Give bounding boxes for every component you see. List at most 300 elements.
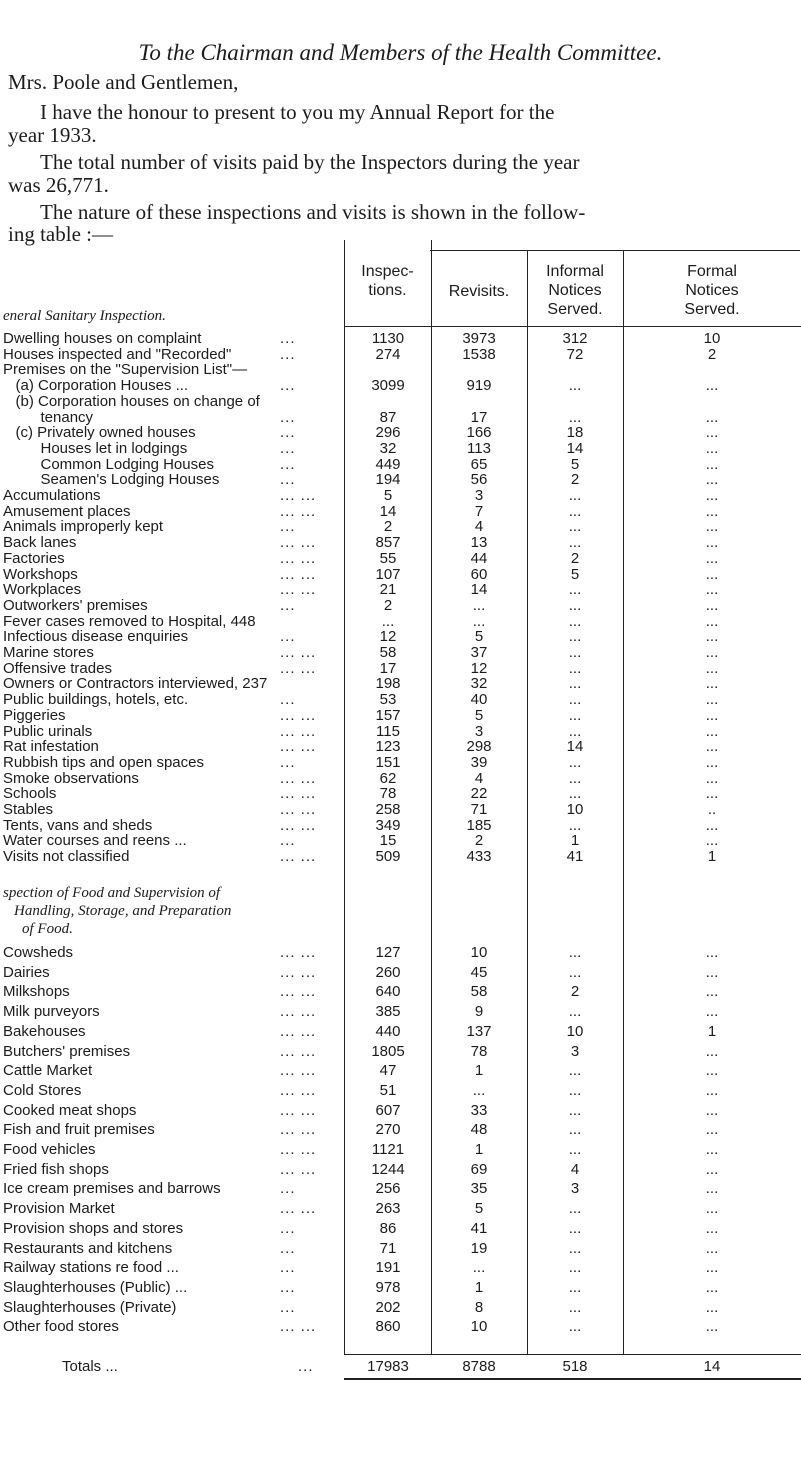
table-cell: 1	[570, 832, 580, 850]
table-cell: ...	[568, 644, 582, 661]
table-cell: 4	[570, 1160, 580, 1178]
table-cell: 4	[474, 518, 484, 536]
row-leader: ...	[280, 628, 296, 646]
table-cell: 1	[474, 1278, 484, 1296]
row-leader: ... ...	[280, 1062, 317, 1080]
row-leader: ... ...	[280, 944, 317, 961]
row-leader: ...	[280, 753, 296, 771]
table-cell: ...	[705, 424, 719, 442]
table-cell: ...	[568, 691, 582, 709]
row-leader: ...	[280, 408, 296, 426]
header-rule	[527, 326, 623, 327]
row-label: Bakehouses	[3, 1022, 86, 1040]
row-label: Accumulations	[3, 487, 101, 504]
table-cell: ...	[568, 487, 582, 504]
table-cell: ...	[705, 549, 719, 567]
row-label: Water courses and reens ...	[3, 832, 187, 850]
row-leader: ... ...	[280, 963, 317, 981]
table-cell: 13	[470, 534, 488, 552]
table-cell: 14	[470, 581, 488, 599]
col-head-line: Informal	[546, 263, 604, 280]
row-leader: ...	[280, 471, 296, 489]
column-divider	[623, 250, 624, 1355]
table-cell: 127	[375, 944, 401, 961]
row-label: Workshops	[3, 565, 78, 583]
table-cell: ...	[705, 502, 719, 520]
paragraph-3-line-1: The nature of these inspections and visits is shown in the follow-	[40, 200, 586, 224]
table-cell: ...	[705, 487, 719, 504]
row-label: Slaughterhouses (Private)	[3, 1298, 177, 1316]
row-leader: ... ...	[280, 801, 317, 818]
table-cell: 5	[474, 1200, 484, 1218]
table-cell: 19	[470, 1239, 488, 1257]
header-top-rule	[430, 250, 800, 251]
table-cell: 3099	[371, 377, 405, 395]
row-label: Cowsheds	[3, 944, 74, 961]
row-label: Provision Market	[3, 1200, 115, 1218]
row-leader: ...	[280, 518, 296, 536]
table-cell: 296	[375, 424, 401, 442]
row-label: Outworkers' premises	[3, 596, 148, 614]
table-cell: 449	[375, 455, 401, 473]
table-cell: 35	[470, 1180, 488, 1198]
row-label: Restaurants and kitchens	[3, 1239, 173, 1257]
table-cell: 39	[470, 753, 488, 771]
row-leader: ... ...	[280, 502, 317, 520]
table-cell: 274	[375, 345, 401, 363]
table-cell: ..	[707, 801, 717, 818]
table-cell: ...	[568, 816, 582, 834]
table-cell: 978	[375, 1278, 401, 1296]
row-label: Amusement places	[3, 502, 131, 520]
row-leader: ... ...	[280, 1141, 317, 1158]
row-label: Food vehicles	[3, 1141, 96, 1158]
row-label: Smoke observations	[3, 769, 139, 787]
table-cell: 258	[375, 801, 401, 818]
col-head-revisits	[431, 282, 527, 301]
table-cell: 14	[566, 439, 584, 457]
row-label: Workplaces	[3, 581, 82, 599]
table-cell: 53	[379, 691, 397, 709]
table-cell: ...	[705, 612, 719, 630]
table-cell: 10	[470, 944, 488, 961]
table-cell: ...	[472, 1081, 486, 1099]
table-cell: ...	[568, 675, 582, 693]
col-head-line: Served.	[547, 301, 603, 318]
row-leader: ...	[280, 1180, 296, 1198]
row-label: Seamen's Lodging Houses	[3, 471, 220, 489]
table-cell: ...	[568, 612, 582, 630]
row-leader: ...	[280, 1278, 296, 1296]
section-2-title-line-1: spection of Food and Supervision of	[3, 885, 221, 901]
table-cell: 2	[570, 549, 580, 567]
row-label: Slaughterhouses (Public) ...	[3, 1278, 188, 1296]
col-head-informal-notices	[527, 262, 623, 319]
row-label: Infectious disease enquiries	[3, 628, 189, 646]
table-cell: ...	[705, 408, 719, 426]
row-leader: ...	[280, 596, 296, 614]
table-cell: 40	[470, 691, 488, 709]
table-cell: ...	[705, 628, 719, 646]
column-divider	[344, 240, 345, 1355]
table-cell: 860	[375, 1318, 401, 1336]
section-1-title: eneral Sanitary Inspection.	[3, 308, 166, 324]
table-cell: ...	[705, 816, 719, 834]
table-cell: 58	[470, 983, 488, 1001]
paragraph-2-line-1: The total number of visits paid by the Inspectors during the year	[40, 150, 580, 174]
row-label: Marine stores	[3, 644, 94, 661]
row-leader: ... ...	[280, 1160, 317, 1178]
row-leader: ... ...	[280, 706, 317, 724]
row-leader: ... ...	[280, 1042, 317, 1060]
row-leader: ... ...	[280, 549, 317, 567]
row-leader: ... ...	[280, 644, 317, 661]
table-cell: 56	[470, 471, 488, 489]
table-cell: ...	[705, 753, 719, 771]
row-leader: ... ...	[280, 581, 317, 599]
row-label: Common Lodging Houses	[3, 455, 214, 473]
row-leader: ...	[280, 832, 296, 850]
table-cell: 2	[707, 345, 717, 363]
table-cell: 14	[566, 738, 584, 756]
totals-formal: 14	[703, 1358, 721, 1375]
section-2-title-line-2: Handling, Storage, and Preparation	[14, 903, 232, 919]
table-cell: 41	[566, 848, 584, 866]
table-cell: ...	[705, 596, 719, 614]
table-cell: 10	[566, 1022, 584, 1040]
table-cell: 18	[566, 424, 584, 442]
row-leader: ... ...	[280, 1318, 317, 1336]
row-leader: ... ...	[280, 1200, 317, 1218]
table-cell: 607	[375, 1101, 401, 1119]
table-cell: 107	[375, 565, 401, 583]
table-cell: ...	[705, 534, 719, 552]
row-label: Houses let in lodgings	[3, 439, 188, 457]
row-leader: ... ...	[280, 722, 317, 740]
col-head-line: Revisits.	[448, 283, 510, 300]
table-cell: 5	[474, 706, 484, 724]
table-cell: 17	[379, 659, 397, 677]
row-label: Rubbish tips and open spaces	[3, 753, 204, 771]
row-leader: ... ...	[280, 565, 317, 583]
table-cell: ...	[705, 691, 719, 709]
row-label: Cattle Market	[3, 1062, 93, 1080]
table-cell: 47	[379, 1062, 397, 1080]
table-cell: 2	[383, 596, 393, 614]
table-cell: ...	[705, 1121, 719, 1139]
row-label: Railway stations re food ...	[3, 1259, 179, 1277]
table-cell: ...	[568, 1200, 582, 1218]
col-head-formal-notices	[623, 262, 801, 319]
table-cell: ...	[705, 644, 719, 661]
table-cell: ...	[705, 471, 719, 489]
table-cell: 270	[375, 1121, 401, 1139]
table-cell: 9	[474, 1003, 484, 1021]
row-leader: ...	[280, 424, 296, 442]
row-leader: ...	[280, 439, 296, 457]
table-cell: 640	[375, 983, 401, 1001]
table-cell: 185	[466, 816, 492, 834]
row-leader: ... ...	[280, 1022, 317, 1040]
table-cell: 5	[474, 628, 484, 646]
page-heading: To the Chairman and Members of the Health Committee.	[138, 40, 663, 65]
row-leader: ...	[280, 1239, 296, 1257]
salutation: Mrs. Poole and Gentlemen,	[8, 70, 239, 94]
row-label: (c) Privately owned houses	[3, 424, 196, 442]
table-cell: 3	[570, 1042, 580, 1060]
table-cell: ...	[472, 596, 486, 614]
table-cell: ...	[568, 722, 582, 740]
table-cell: ...	[472, 612, 486, 630]
table-cell: ...	[705, 944, 719, 961]
table-cell: 78	[379, 785, 397, 803]
table-cell: 1130	[371, 330, 405, 347]
paragraph-1-line-1: I have the honour to present to you my Annual Report for the	[40, 100, 555, 124]
totals-revisits: 8788	[462, 1358, 496, 1375]
table-cell: 51	[379, 1081, 397, 1099]
table-cell: 166	[466, 424, 492, 442]
row-leader: ...	[280, 1219, 296, 1237]
table-cell: 1	[707, 1022, 717, 1040]
table-cell: ...	[381, 612, 395, 630]
row-label: Piggeries	[3, 706, 66, 724]
table-cell: ...	[705, 769, 719, 787]
table-cell: 349	[375, 816, 401, 834]
row-leader: ...	[280, 330, 296, 347]
row-leader: ... ...	[280, 769, 317, 787]
table-cell: ...	[705, 518, 719, 536]
table-cell: 1	[474, 1141, 484, 1158]
table-cell: ...	[568, 785, 582, 803]
table-cell: ...	[568, 628, 582, 646]
table-cell: 919	[466, 377, 492, 395]
row-label: Cooked meat shops	[3, 1101, 137, 1119]
table-cell: 256	[375, 1180, 401, 1198]
row-label: Other food stores	[3, 1318, 119, 1336]
row-label: Fever cases removed to Hospital, 448	[3, 612, 256, 630]
table-cell: 2	[474, 832, 484, 850]
table-cell: ...	[705, 1259, 719, 1277]
row-label: Schools	[3, 785, 57, 803]
table-cell: 69	[470, 1160, 488, 1178]
row-label: Fish and fruit premises	[3, 1121, 155, 1139]
table-cell: 2	[570, 471, 580, 489]
row-label: Back lanes	[3, 534, 77, 552]
table-cell: 72	[566, 345, 584, 363]
table-cell: 1538	[462, 345, 496, 363]
table-cell: ...	[705, 1081, 719, 1099]
totals-bottom-rule	[344, 1378, 801, 1380]
table-cell: ...	[705, 1278, 719, 1296]
table-cell: 10	[566, 801, 584, 818]
table-cell: ...	[705, 675, 719, 693]
table-cell: ...	[705, 1219, 719, 1237]
table-cell: 1121	[371, 1141, 405, 1158]
table-cell: ...	[568, 1081, 582, 1099]
table-cell: 71	[379, 1239, 397, 1257]
table-cell: 10	[470, 1318, 488, 1336]
table-cell: 5	[383, 487, 393, 504]
col-head-line: Notices	[685, 282, 739, 299]
table-cell: ...	[568, 1121, 582, 1139]
table-cell: ...	[568, 1278, 582, 1296]
table-cell: 48	[470, 1121, 488, 1139]
table-cell: ...	[705, 832, 719, 850]
table-cell: 3973	[462, 330, 496, 347]
table-cell: ...	[568, 1259, 582, 1277]
col-head-line: Served.	[684, 301, 740, 318]
table-cell: ...	[705, 1180, 719, 1198]
row-label: Visits not classified	[3, 848, 130, 866]
row-label: Public urinals	[3, 722, 93, 740]
table-cell: 8	[474, 1298, 484, 1316]
table-cell: ...	[705, 738, 719, 756]
table-cell: ...	[705, 785, 719, 803]
row-label: Animals improperly kept	[3, 518, 164, 536]
table-cell: 1805	[371, 1042, 405, 1060]
row-label: Cold Stores	[3, 1081, 82, 1099]
paragraph-3-line-2: ing table :—	[8, 222, 113, 246]
table-cell: 312	[562, 330, 588, 347]
table-cell: 58	[379, 644, 397, 661]
table-cell: ...	[568, 1062, 582, 1080]
row-label: Dwelling houses on complaint	[3, 330, 202, 347]
table-cell: 32	[470, 675, 488, 693]
section-2-title-line-3: of Food.	[22, 921, 73, 937]
table-cell: ...	[705, 1042, 719, 1060]
table-cell: ...	[705, 1141, 719, 1158]
row-leader: ... ...	[280, 1003, 317, 1021]
table-cell: 87	[379, 408, 397, 426]
table-cell: 44	[470, 549, 488, 567]
row-label: (b) Corporation houses on change of	[3, 392, 260, 410]
table-cell: 5	[570, 565, 580, 583]
col-head-line: tions.	[368, 282, 407, 299]
row-leader: ... ...	[280, 816, 317, 834]
table-cell: 71	[470, 801, 488, 818]
col-head-line: Formal	[687, 263, 737, 280]
table-cell: 65	[470, 455, 488, 473]
table-cell: 509	[375, 848, 401, 866]
table-cell: ...	[568, 581, 582, 599]
table-cell: ...	[568, 534, 582, 552]
row-label: Milkshops	[3, 983, 70, 1001]
row-label: Ice cream premises and barrows	[3, 1180, 221, 1198]
table-cell: 198	[375, 675, 401, 693]
header-rule	[344, 326, 431, 327]
table-cell: ...	[568, 659, 582, 677]
col-head-line: Notices	[548, 282, 602, 299]
row-label: Owners or Contractors interviewed, 237	[3, 675, 268, 693]
row-label: Offensive trades	[3, 659, 112, 677]
table-cell: ...	[568, 944, 582, 961]
column-divider	[431, 240, 432, 1355]
table-cell: 12	[379, 628, 397, 646]
row-label: Dairies	[3, 963, 50, 981]
table-cell: 123	[375, 738, 401, 756]
row-label: Premises on the "Supervision List"—	[3, 361, 248, 379]
table-cell: ...	[705, 1200, 719, 1218]
row-label: Butchers' premises	[3, 1042, 131, 1060]
table-cell: ...	[568, 963, 582, 981]
table-cell: 263	[375, 1200, 401, 1218]
row-leader: ...	[280, 377, 296, 395]
row-leader: ... ...	[280, 983, 317, 1001]
table-cell: ...	[705, 581, 719, 599]
row-leader: ...	[280, 691, 296, 709]
paragraph-1-line-2: year 1933.	[8, 123, 97, 147]
table-cell: 202	[375, 1298, 401, 1316]
table-cell: 14	[379, 502, 397, 520]
table-cell: ...	[705, 455, 719, 473]
table-cell: ...	[568, 408, 582, 426]
row-label: Factories	[3, 549, 65, 567]
table-cell: 4	[474, 769, 484, 787]
row-leader: ...	[280, 1298, 296, 1316]
table-cell: 857	[375, 534, 401, 552]
table-cell: 15	[379, 832, 397, 850]
table-cell: 78	[470, 1042, 488, 1060]
table-cell: 157	[375, 706, 401, 724]
row-leader: ... ...	[280, 785, 317, 803]
table-cell: ...	[705, 1101, 719, 1119]
table-cell: ...	[705, 1160, 719, 1178]
table-cell: 151	[375, 753, 401, 771]
table-cell: 21	[379, 581, 397, 599]
table-cell: ...	[705, 565, 719, 583]
table-cell: 37	[470, 644, 488, 661]
row-leader: ... ...	[280, 534, 317, 552]
table-cell: 1	[474, 1062, 484, 1080]
table-cell: 12	[470, 659, 488, 677]
table-cell: ...	[705, 1318, 719, 1336]
table-cell: 17	[470, 408, 488, 426]
table-cell: 137	[466, 1022, 492, 1040]
table-cell: ...	[472, 1259, 486, 1277]
row-leader: ... ...	[280, 659, 317, 677]
table-cell: ...	[568, 518, 582, 536]
table-cell: ...	[568, 1003, 582, 1021]
table-cell: 33	[470, 1101, 488, 1119]
table-cell: 10	[703, 330, 721, 347]
table-cell: ...	[568, 1141, 582, 1158]
table-cell: ...	[705, 1062, 719, 1080]
row-label: Milk purveyors	[3, 1003, 100, 1021]
table-cell: ...	[705, 963, 719, 981]
table-cell: 3	[474, 722, 484, 740]
row-leader: ... ...	[280, 1101, 317, 1119]
table-cell: ...	[568, 502, 582, 520]
row-leader: ...	[280, 345, 296, 363]
row-leader: ... ...	[280, 738, 317, 756]
row-label: Provision shops and stores	[3, 1219, 184, 1237]
table-cell: 385	[375, 1003, 401, 1021]
table-cell: ...	[568, 1298, 582, 1316]
table-cell: 45	[470, 963, 488, 981]
table-cell: 60	[470, 565, 488, 583]
column-divider	[527, 250, 528, 1355]
row-label: (a) Corporation Houses ...	[3, 377, 189, 395]
table-cell: ...	[705, 377, 719, 395]
row-label: Public buildings, hotels, etc.	[3, 691, 189, 709]
row-leader: ... ...	[280, 1121, 317, 1139]
row-leader: ...	[280, 1259, 296, 1277]
totals-informal: 518	[562, 1358, 588, 1375]
row-label: Houses inspected and "Recorded"	[3, 345, 232, 363]
table-cell: ...	[568, 1318, 582, 1336]
table-cell: 7	[474, 502, 484, 520]
table-cell: 260	[375, 963, 401, 981]
